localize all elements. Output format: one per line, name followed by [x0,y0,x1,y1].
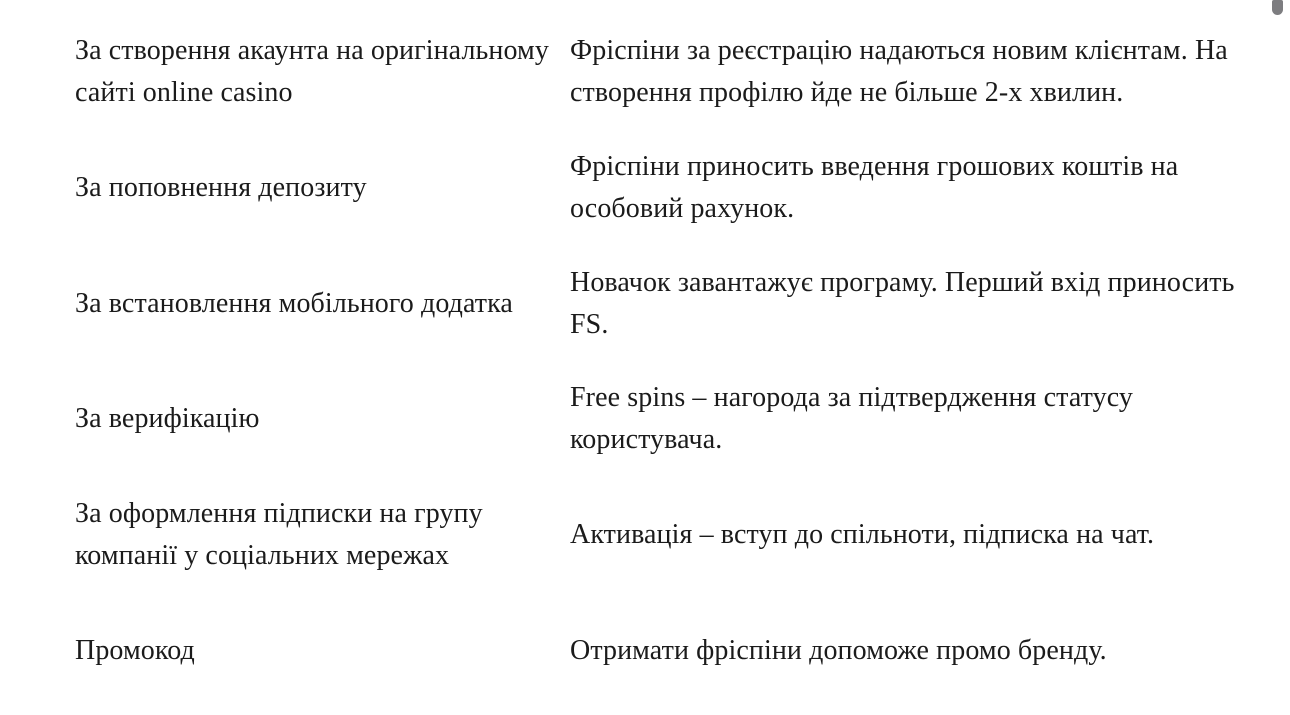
scrollbar-thumb[interactable] [1272,0,1283,15]
bonus-type-cell: Промокод [75,635,195,667]
table-row [75,361,1290,477]
bonus-description-cell: Отримати фріспіни допоможе промо бренду. [570,635,1107,667]
freespin-bonus-table [75,14,1290,709]
bonus-description-cell: Активація – вступ до спільноти, підписка на чат. [570,519,1155,551]
bonus-type-cell: За створення акаунта на оригінальному сайті online casino [75,34,549,108]
bonus-description-cell: Free spins – нагорода за підтвердження статусу користувача. [570,382,1133,456]
bonus-type-cell: За верифікацію [75,403,260,435]
bonus-description-cell: Фріспіни за реєстрацію надаються новим клієнтам. На створення профілю йде не більше 2-х хвилин. [570,34,1228,108]
bonus-description-cell: Фріспіни приносить введення грошових коштів на особовий рахунок. [570,150,1179,224]
table-row [75,14,1290,130]
table-row [75,477,1290,593]
table-row [75,246,1290,362]
table-row [75,593,1290,709]
bonus-description-cell: Новачок завантажує програму. Перший вхід приносить FS. [570,266,1235,340]
bonus-type-cell: За поповнення депозиту [75,171,367,203]
bonus-type-cell: За встановлення мобільного додатка [75,287,513,319]
bonus-type-cell: За оформлення підписки на групу компанії у соціальних мережах [75,498,483,572]
table-row [75,130,1290,246]
